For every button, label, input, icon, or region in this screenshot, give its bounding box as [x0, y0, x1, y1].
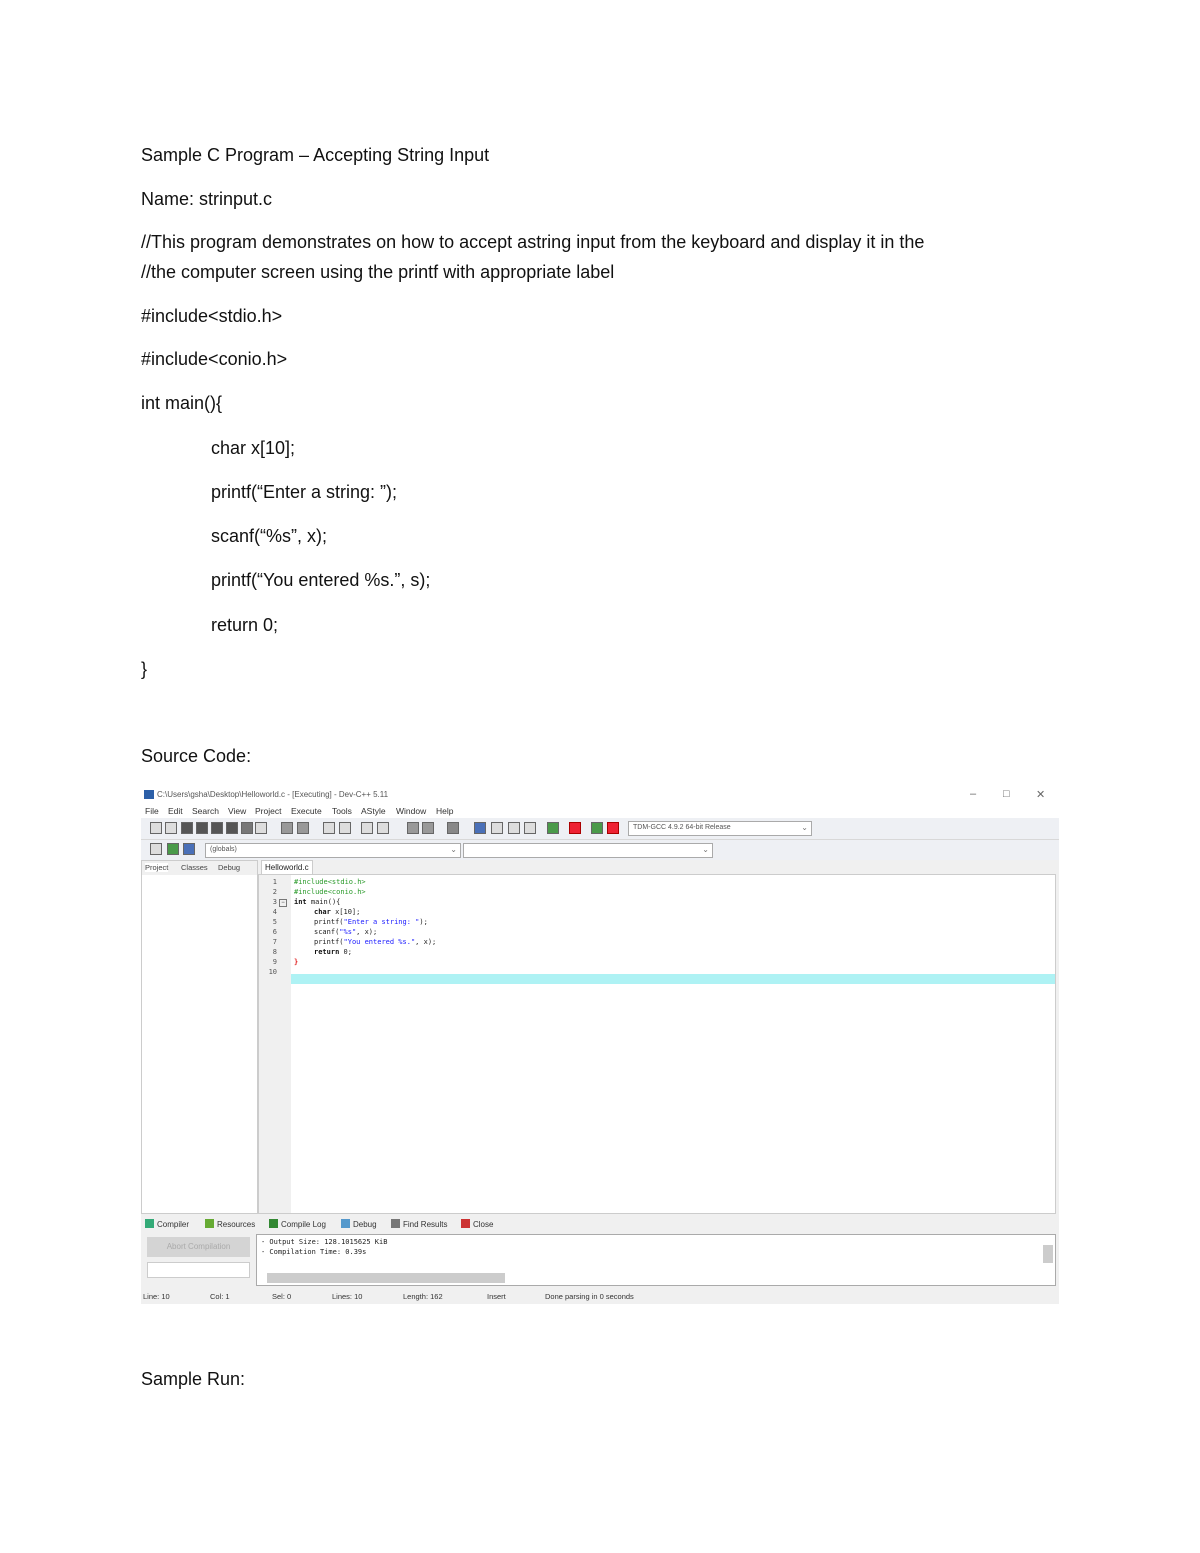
- menu-project[interactable]: Project: [255, 806, 282, 816]
- compiler-select[interactable]: [628, 821, 812, 836]
- line-number: 10: [268, 968, 277, 976]
- ide-secondary-toolbar: [141, 840, 1059, 860]
- chevron-down-icon: ⌄: [801, 823, 808, 832]
- current-line-highlight: [291, 974, 1055, 984]
- status-col: Col: 1: [210, 1292, 230, 1301]
- doc-include-stdio: #include<stdio.h>: [141, 306, 283, 326]
- line-number: 3: [272, 898, 277, 906]
- resources-icon: [205, 1219, 214, 1228]
- code-line: #include<conio.h>: [294, 888, 366, 896]
- save-icon[interactable]: [181, 822, 193, 834]
- horizontal-scrollbar[interactable]: [267, 1273, 505, 1283]
- code-line: printf("Enter a string: ");: [314, 918, 428, 926]
- nav-forward-icon[interactable]: [422, 822, 434, 834]
- tab-debug-bottom[interactable]: Debug: [341, 1219, 377, 1229]
- vertical-scrollbar[interactable]: [1043, 1245, 1053, 1263]
- fold-collapse-icon[interactable]: −: [279, 899, 287, 907]
- tab-debug[interactable]: Debug: [218, 863, 241, 872]
- log-line: - Compilation Time: 0.39s: [261, 1248, 367, 1256]
- status-line: Line: 10: [143, 1292, 170, 1301]
- status-length: Length: 162: [403, 1292, 443, 1301]
- info-icon[interactable]: [183, 843, 195, 855]
- bookmark-icon[interactable]: [447, 822, 459, 834]
- code-line: printf("You entered %s.", x);: [314, 938, 437, 946]
- goto-icon[interactable]: [167, 843, 179, 855]
- compile-log-panel: [141, 1232, 1059, 1288]
- ide-window-title: C:\Users\gsha\Desktop\Helloworld.c - [Executing] - Dev-C++ 5.11: [157, 790, 389, 799]
- stop-execution-icon[interactable]: [569, 822, 581, 834]
- save-all-icon[interactable]: [196, 822, 208, 834]
- line-number-gutter: [259, 875, 291, 1213]
- devcpp-app-icon: [144, 790, 154, 799]
- debug-icon: [341, 1219, 350, 1228]
- tab-project[interactable]: Project: [145, 863, 169, 872]
- compile-log-icon: [269, 1219, 278, 1228]
- doc-code-line: scanf(“%s”, x);: [211, 526, 328, 546]
- code-line: char x[10];: [314, 908, 361, 916]
- code-line: #include<stdio.h>: [294, 878, 366, 886]
- line-number: 2: [272, 888, 277, 896]
- compiler-icon: [145, 1219, 154, 1228]
- members-select[interactable]: [463, 843, 713, 858]
- compiler-select-value: TDM-GCC 4.9.2 64-bit Release: [633, 824, 731, 831]
- status-message: Done parsing in 0 seconds: [545, 1292, 634, 1301]
- tab-resources[interactable]: Resources: [205, 1219, 255, 1229]
- sample-run-heading: Sample Run:: [141, 1369, 246, 1389]
- open-icon[interactable]: [165, 822, 177, 834]
- doc-comment-line-2: //the computer screen using the printf with appropriate label: [141, 262, 615, 282]
- project-tabs: [142, 861, 257, 875]
- find-icon[interactable]: [323, 822, 335, 834]
- code-line: return 0;: [314, 948, 352, 956]
- ide-title-bar: [141, 786, 1059, 804]
- menu-edit[interactable]: Edit: [168, 806, 183, 816]
- globals-select[interactable]: [205, 843, 461, 858]
- ide-main-toolbar: [141, 818, 1059, 840]
- line-number: 8: [272, 948, 277, 956]
- code-line: int main(){: [294, 898, 341, 906]
- menu-help[interactable]: Help: [436, 806, 454, 816]
- new-project-icon[interactable]: [474, 822, 486, 834]
- code-line: scanf("%s", x);: [314, 928, 378, 936]
- new-class-icon[interactable]: [491, 822, 503, 834]
- doc-code-line: return 0;: [211, 615, 279, 635]
- menu-tools[interactable]: Tools: [332, 806, 352, 816]
- menu-window[interactable]: Window: [396, 806, 427, 816]
- maximize-icon[interactable]: □: [1003, 788, 1010, 800]
- bottom-panel-tabs: [141, 1216, 1059, 1232]
- chevron-down-icon: ⌄: [450, 845, 457, 854]
- tab-close[interactable]: Close: [461, 1219, 493, 1229]
- project-pane: [141, 860, 258, 1214]
- globals-select-value: (globals): [210, 846, 237, 853]
- tab-find-results[interactable]: Find Results: [391, 1219, 447, 1229]
- status-sel: Sel: 0: [272, 1292, 292, 1301]
- status-mode: Insert: [487, 1292, 506, 1301]
- doc-code-line: printf(“You entered %s.”, s);: [211, 570, 431, 590]
- doc-filename: Name: strinput.c: [141, 189, 273, 209]
- doc-include-conio: #include<conio.h>: [141, 349, 288, 369]
- line-number: 1: [272, 878, 277, 886]
- doc-comment-line-1: //This program demonstrates on how to accept astring input from the keyboard and display it in the: [141, 232, 925, 252]
- profile-icon[interactable]: [607, 822, 619, 834]
- doc-closing-brace: }: [141, 659, 148, 679]
- line-number: 6: [272, 928, 277, 936]
- close-icon[interactable]: ✕: [1036, 789, 1046, 801]
- code-line: }: [294, 958, 299, 966]
- ide-screenshot: [141, 786, 1059, 1304]
- toggle-icon[interactable]: [150, 843, 162, 855]
- chevron-down-icon: ⌄: [702, 845, 709, 854]
- tab-classes[interactable]: Classes: [181, 863, 208, 872]
- doc-code-line: char x[10];: [211, 438, 296, 458]
- menu-search[interactable]: Search: [192, 806, 219, 816]
- line-number: 7: [272, 938, 277, 946]
- status-lines: Lines: 10: [332, 1292, 363, 1301]
- line-number: 9: [272, 958, 277, 966]
- layout-icon[interactable]: [508, 822, 520, 834]
- menu-file[interactable]: File: [145, 806, 159, 816]
- menu-execute[interactable]: Execute: [291, 806, 322, 816]
- ide-menu-bar: [141, 804, 1059, 818]
- check-syntax-icon[interactable]: [547, 822, 559, 834]
- code-editor[interactable]: [258, 874, 1056, 1214]
- log-line: - Output Size: 128.1015625 KiB: [261, 1238, 388, 1246]
- replace-icon[interactable]: [339, 822, 351, 834]
- find-results-icon: [391, 1219, 400, 1228]
- grid-icon[interactable]: [524, 822, 536, 834]
- unindent-icon[interactable]: [377, 822, 389, 834]
- ide-status-bar: [141, 1288, 1059, 1304]
- close-file-icon[interactable]: [211, 822, 223, 834]
- doc-main-signature: int main(){: [141, 393, 223, 413]
- new-file-icon[interactable]: [150, 822, 162, 834]
- line-number: 5: [272, 918, 277, 926]
- editor-tab-file[interactable]: Helloworld.c: [261, 860, 313, 874]
- nav-back-icon[interactable]: [407, 822, 419, 834]
- compile-icon[interactable]: [241, 822, 253, 834]
- line-number: 4: [272, 908, 277, 916]
- tab-compiler[interactable]: Compiler: [145, 1219, 189, 1229]
- close-panel-icon: [461, 1219, 470, 1228]
- shorten-paths-box[interactable]: [147, 1262, 250, 1278]
- close-all-icon[interactable]: [226, 822, 238, 834]
- print-icon[interactable]: [255, 822, 267, 834]
- redo-icon[interactable]: [297, 822, 309, 834]
- indent-icon[interactable]: [361, 822, 373, 834]
- chart-icon[interactable]: [591, 822, 603, 834]
- undo-icon[interactable]: [281, 822, 293, 834]
- minimize-icon[interactable]: –: [970, 788, 977, 800]
- doc-code-line: printf(“Enter a string: ”);: [211, 482, 398, 502]
- abort-compilation-button[interactable]: Abort Compilation: [147, 1237, 250, 1257]
- source-code-heading: Source Code:: [141, 746, 252, 766]
- tab-compile-log[interactable]: Compile Log: [269, 1219, 326, 1229]
- doc-title: Sample C Program – Accepting String Input: [141, 145, 490, 165]
- menu-view[interactable]: View: [228, 806, 247, 816]
- compile-log-output[interactable]: [256, 1234, 1056, 1286]
- menu-astyle[interactable]: AStyle: [361, 806, 386, 816]
